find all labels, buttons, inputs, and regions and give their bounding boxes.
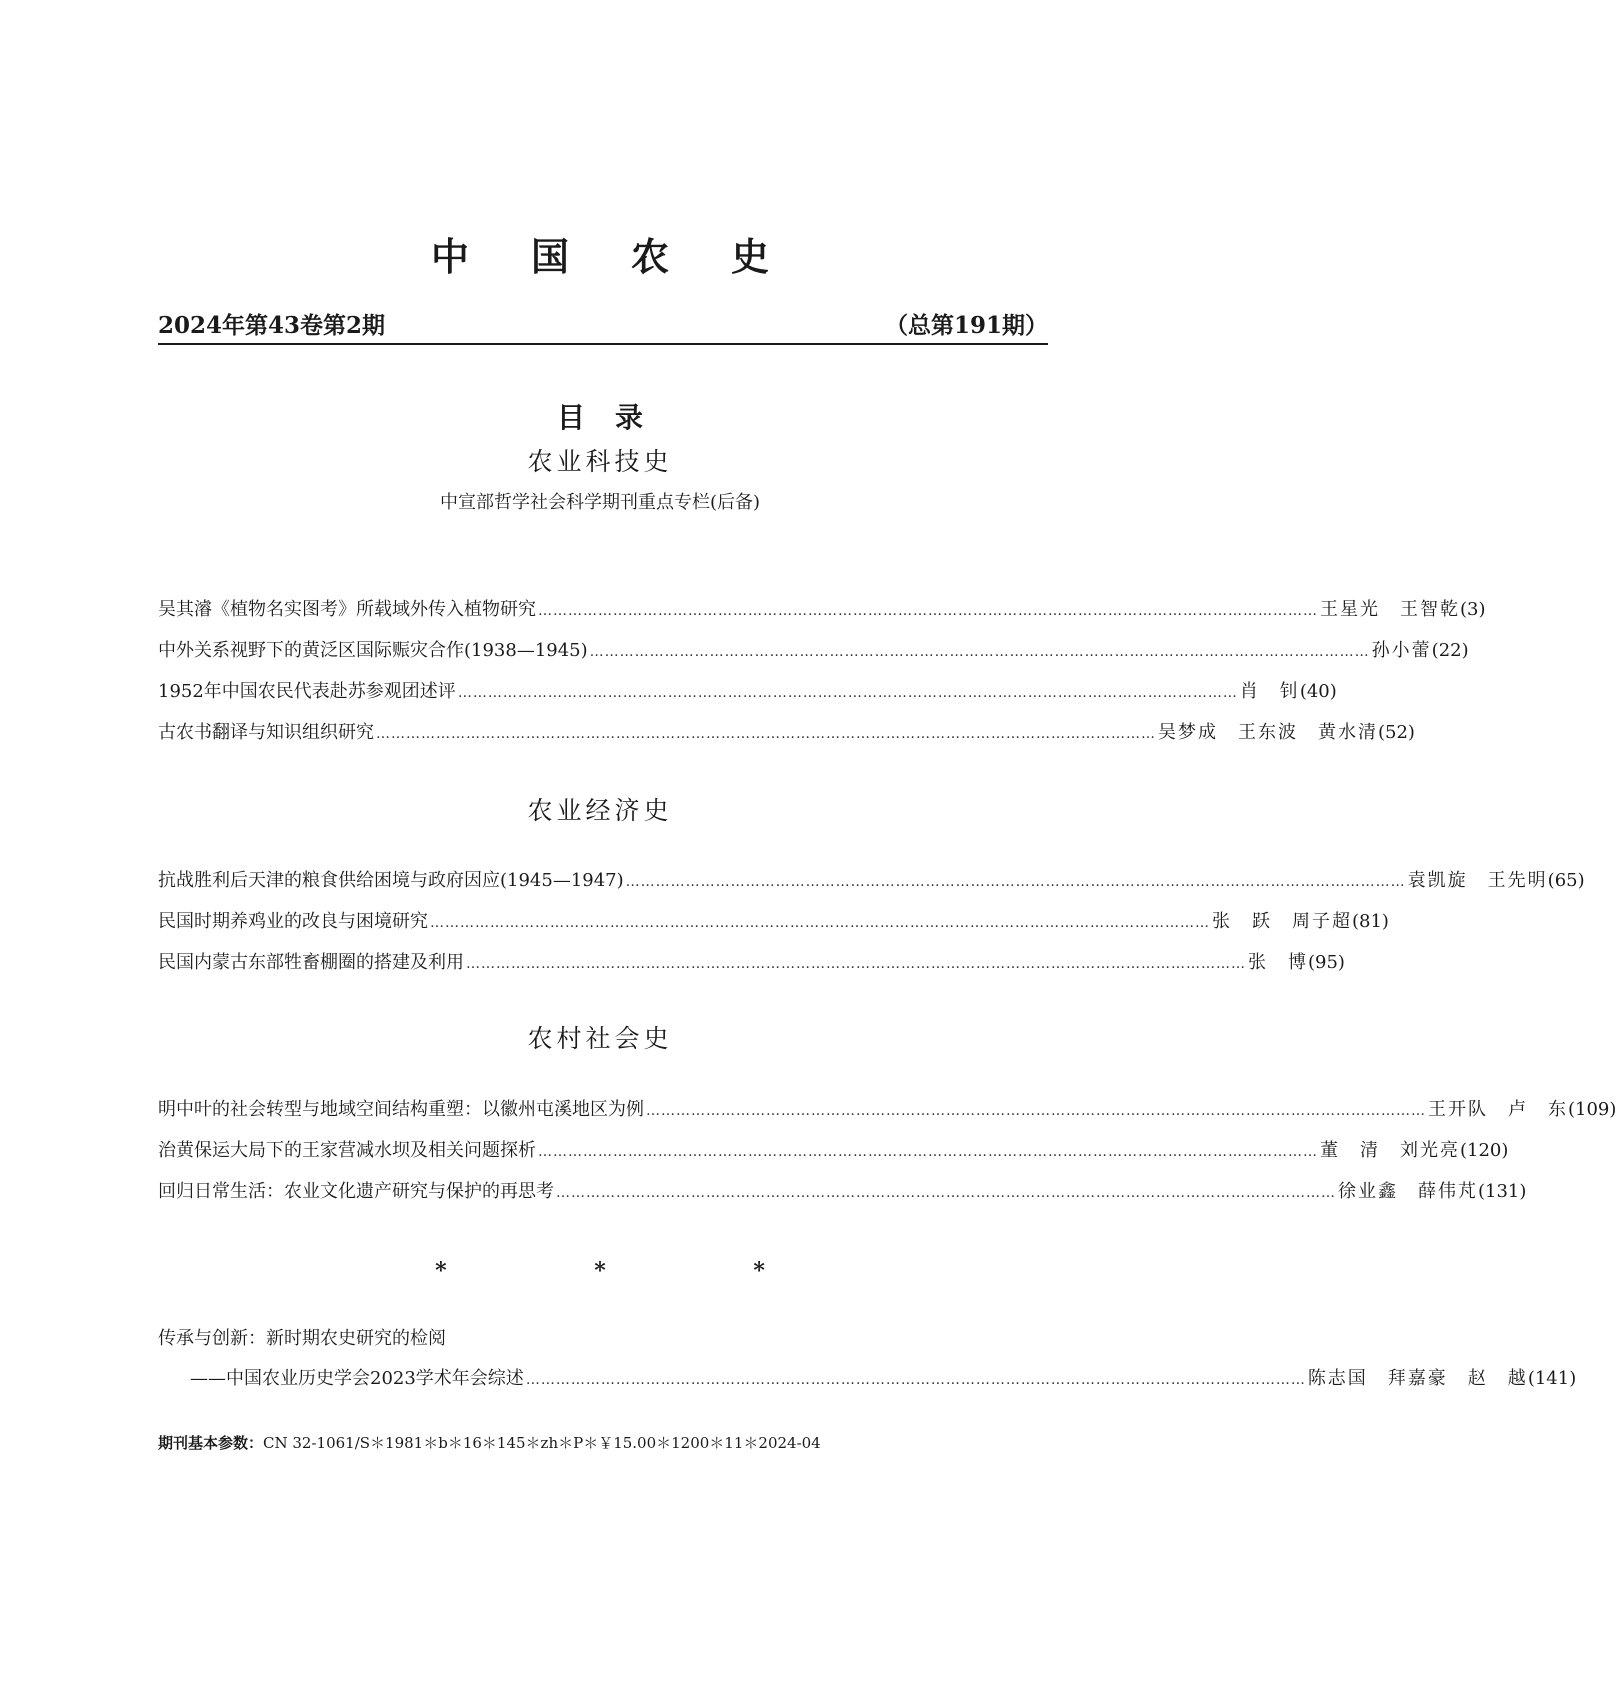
entry-authors: 张 跃 周子超 <box>1212 911 1352 932</box>
entry-page: (65) <box>1547 870 1585 891</box>
issue-header <box>158 307 1048 345</box>
entry-page: (22) <box>1431 640 1469 661</box>
entry-page: (109) <box>1568 1099 1616 1120</box>
leader-dots: ………………………………………………………………………………………………………………………………………… <box>538 1144 1318 1160</box>
params-label: 期刊基本参数： <box>158 1434 264 1452</box>
toc-entry[interactable] <box>158 597 1486 623</box>
leader-dots: ………………………………………………………………………………………………………………………………………… <box>625 874 1406 890</box>
entry-page: (81) <box>1352 911 1389 932</box>
entry-title: 民国时期养鸡业的改良与困境研究 <box>158 911 428 932</box>
entry-title: 明中叶的社会转型与地域空间结构重塑：以徽州屯溪地区为例 <box>158 1099 644 1120</box>
entry-page: (131) <box>1478 1181 1527 1202</box>
leader-dots: ………………………………………………………………………………………………………………………………………… <box>556 1185 1336 1201</box>
toc-entry[interactable] <box>158 720 1415 746</box>
toc-heading: 目录 <box>556 401 673 434</box>
entry-title: 古农书翻译与知识组织研究 <box>158 722 374 743</box>
section-title-society: 农村社会史 <box>527 1024 673 1053</box>
entry-authors: 吴梦成 王东波 黄水清 <box>1158 722 1378 743</box>
entry-authors: 董 清 刘光亮 <box>1320 1140 1460 1161</box>
entry-authors: 肖 钊 <box>1239 681 1300 702</box>
toc-entry[interactable] <box>158 909 1389 935</box>
section-title-economy: 农业经济史 <box>527 796 673 825</box>
entry-subtitle: ——中国农业历史学会2023学术年会综述 <box>190 1368 524 1389</box>
leader-dots: ………………………………………………………………………………………………………………………………………… <box>525 1372 1306 1388</box>
entry-page: (40) <box>1299 681 1337 702</box>
toc-entry[interactable] <box>158 679 1337 705</box>
entry-authors: 王星光 王智乾 <box>1320 599 1460 620</box>
toc-entry[interactable] <box>158 638 1469 664</box>
entry-page: (120) <box>1460 1140 1509 1161</box>
leader-dots: ………………………………………………………………………………………………………………………………………… <box>376 726 1156 742</box>
issue-number: 2024年第43卷第2期 <box>158 312 386 339</box>
leader-dots: ………………………………………………………………………………………………………………………………………… <box>538 603 1318 619</box>
journal-parameters <box>158 1432 821 1454</box>
leader-dots: ………………………………………………………………………………………………………………………………………… <box>457 685 1238 701</box>
special-entry-title[interactable]: 传承与创新：新时期农史研究的检阅 <box>158 1328 446 1349</box>
entry-title: 治黄保运大局下的王家营减水坝及相关问题探析 <box>158 1140 536 1161</box>
entry-authors: 王开队 卢 东 <box>1428 1099 1568 1120</box>
leader-dots: ………………………………………………………………………………………………………………………………………… <box>430 915 1210 931</box>
entry-title: 1952年中国农民代表赴苏参观团述评 <box>158 681 456 702</box>
toc-entry-special[interactable] <box>190 1366 1577 1392</box>
entry-title: 回归日常生活：农业文化遗产研究与保护的再思考 <box>158 1181 554 1202</box>
leader-dots: ………………………………………………………………………………………………………………………………………… <box>466 956 1246 972</box>
entry-authors: 徐业鑫 薛伟芃 <box>1338 1181 1478 1202</box>
toc-entry[interactable] <box>158 1097 1616 1123</box>
section-title-tech: 农业科技史 <box>527 447 673 476</box>
entry-page: (52) <box>1378 722 1415 743</box>
journal-title: 中国农史 <box>430 235 831 279</box>
entry-title: 中外关系视野下的黄泛区国际赈灾合作(1938—1945) <box>158 640 588 661</box>
toc-entry[interactable] <box>158 868 1585 894</box>
toc-entry[interactable] <box>158 950 1345 976</box>
leader-dots: ………………………………………………………………………………………………………………………………………… <box>589 644 1370 660</box>
params-value: CN 32-1061/S＊1981＊b＊16＊145＊zh＊P＊￥15.00＊1200＊11＊2024-04 <box>263 1434 821 1452</box>
entry-authors: 陈志国 拜嘉豪 赵 越 <box>1307 1368 1528 1389</box>
entry-title: 民国内蒙古东部牲畜棚圈的搭建及利用 <box>158 952 464 973</box>
toc-entry[interactable] <box>158 1138 1509 1164</box>
entry-page: (141) <box>1527 1368 1577 1389</box>
entry-page: (3) <box>1460 599 1486 620</box>
section-separator: * * * <box>435 1258 835 1284</box>
toc-entry[interactable] <box>158 1179 1527 1205</box>
entry-authors: 孙小蕾 <box>1371 640 1432 661</box>
leader-dots: ………………………………………………………………………………………………………………………………………… <box>646 1103 1426 1119</box>
total-issue: （总第191期） <box>884 312 1048 339</box>
entry-title: 吴其濬《植物名实图考》所载域外传入植物研究 <box>158 599 536 620</box>
section-subtitle-tech: 中宣部哲学社会科学期刊重点专栏(后备) <box>439 492 761 513</box>
entry-page: (95) <box>1308 952 1345 973</box>
entry-authors: 袁凯旋 王先明 <box>1407 870 1548 891</box>
entry-authors: 张 博 <box>1248 952 1308 973</box>
entry-title: 抗战胜利后天津的粮食供给困境与政府因应(1945—1947) <box>158 870 624 891</box>
